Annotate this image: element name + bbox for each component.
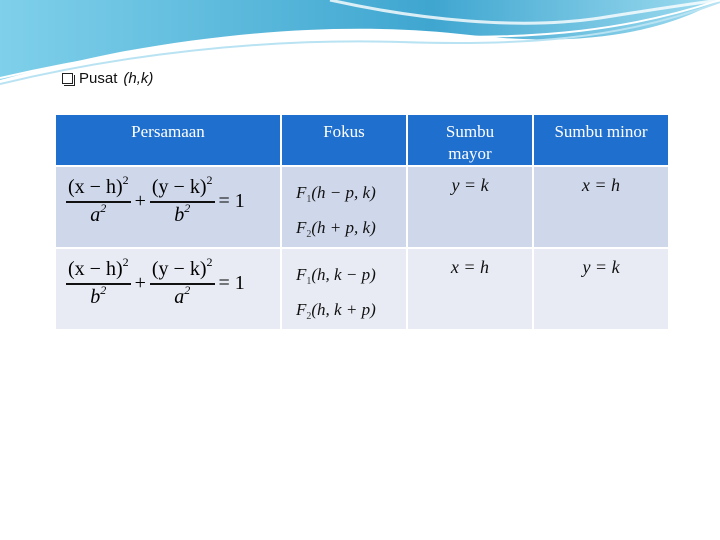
major-axis-cell: x = h: [407, 248, 533, 330]
equation-cell: $\frac{(x - h)^2}{b^2}$ + $\frac{(y - k)^2}{a^2}$ = 1: [55, 248, 281, 330]
header-sumbu-mayor: Sumbu mayor: [407, 114, 533, 166]
table-row: [55, 166, 669, 248]
ellipse-table: [54, 113, 670, 331]
table-header-row: [55, 114, 669, 166]
minor-axis-cell: x = h: [533, 166, 669, 248]
focus-cell: $F_1(h - p$, k) $F_2(h + p$, k): [281, 166, 407, 248]
bullet-value: (h,k): [123, 70, 154, 87]
fraction-x: $\frac{(x - h)^2}{b^2}$: [68, 255, 129, 308]
header-persamaan: Persamaan: [55, 114, 281, 166]
bullet-label: Pusat: [79, 70, 118, 87]
fraction-y: $\frac{(y - k)^2}{a^2}$: [151, 255, 213, 308]
header-sumbu-minor: Sumbu minor: [533, 114, 669, 166]
major-axis-cell: y = k: [407, 166, 533, 248]
fraction-y: $\frac{(y - k)^2}{b^2}$: [151, 173, 213, 226]
header-fokus: Fokus: [281, 114, 407, 166]
checkbox-bullet-icon: [62, 73, 73, 84]
equation-cell: $\frac{(x - h)^2}{a^2}$ + $\frac{(y - k)^2}{b^2}$ = 1: [55, 166, 281, 248]
fraction-x: $\frac{(x - h)^2}{a^2}$: [68, 173, 129, 226]
center-bullet: [62, 70, 153, 87]
focus-cell: $F_1(h$, k − p) $F_2(h$, k + p): [281, 248, 407, 330]
table-row: [55, 248, 669, 330]
minor-axis-cell: y = k: [533, 248, 669, 330]
